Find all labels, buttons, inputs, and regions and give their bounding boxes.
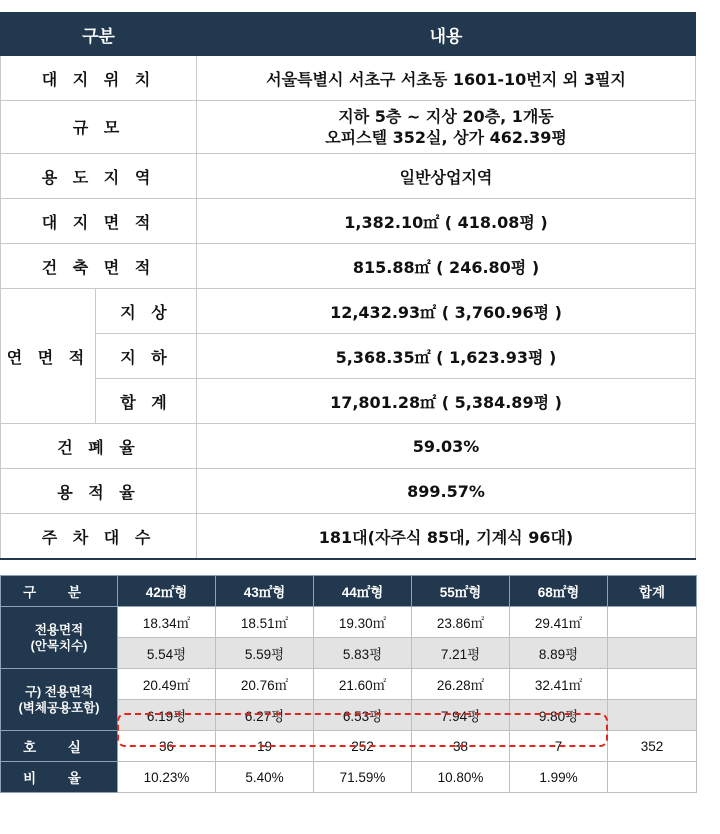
highlight-box: [117, 713, 608, 747]
ratio-cell: 1.99%: [510, 762, 608, 793]
old-exclusive-sqm-cell: 20.49㎡: [118, 669, 216, 700]
unit-header-total: 합계: [608, 576, 697, 607]
floor-area-above-label: 지 상: [96, 289, 197, 334]
ratio-label: 비 율: [1, 762, 118, 793]
old-exclusive-sqm-cell: 21.60㎡: [314, 669, 412, 700]
exclusive-pyeong-cell: 5.54평: [118, 638, 216, 669]
unit-type-table: [0, 575, 697, 793]
exclusive-area-label-line1: 전용면적: [34, 622, 84, 637]
building-area-label: 건 축 면 적: [1, 244, 197, 289]
unit-header-row: [1, 576, 697, 607]
row-building-area: [1, 244, 696, 289]
site-location-value: 서울특별시 서초구 서초동 1601-10번지 외 3필지: [197, 56, 696, 101]
exclusive-pyeong-cell: 5.83평: [314, 638, 412, 669]
row-site-location: [1, 56, 696, 101]
site-area-label: 대 지 면 적: [1, 199, 197, 244]
building-area-value: 815.88㎡ ( 246.80평 ): [197, 244, 696, 289]
exclusive-sqm-cell: 23.86㎡: [412, 607, 510, 638]
row-parking: [1, 514, 696, 560]
rooms-cell: 7: [510, 731, 608, 762]
empty-cell: [608, 700, 697, 731]
header-content: 내용: [197, 13, 696, 56]
unit-header-category: 구 분: [1, 576, 118, 607]
zoning-label: 용 도 지 역: [1, 154, 197, 199]
coverage-ratio-label: 건 폐 율: [1, 424, 197, 469]
floor-area-ratio-value: 899.57%: [197, 469, 696, 514]
exclusive-pyeong-cell: 5.59평: [216, 638, 314, 669]
parking-label: 주 차 대 수: [1, 514, 197, 560]
site-area-value: 1,382.10㎡ ( 418.08평 ): [197, 199, 696, 244]
rooms-cell: 36: [118, 731, 216, 762]
project-overview-table: [0, 12, 696, 560]
exclusive-sqm-cell: 18.34㎡: [118, 607, 216, 638]
empty-cell: [608, 762, 697, 793]
old-exclusive-pyeong-cell: 7.94평: [412, 700, 510, 731]
exclusive-sqm-cell: 18.51㎡: [216, 607, 314, 638]
scale-value: [197, 101, 696, 154]
zoning-value: 일반상업지역: [197, 154, 696, 199]
exclusive-pyeong-cell: 7.21평: [412, 638, 510, 669]
floor-area-label: 연 면 적: [1, 289, 96, 424]
row-site-area: [1, 199, 696, 244]
row-floor-area-above: [1, 289, 696, 334]
ratio-cell: 71.59%: [314, 762, 412, 793]
scale-label: 규 모: [1, 101, 197, 154]
site-location-label: 대 지 위 치: [1, 56, 197, 101]
exclusive-area-label-line2: (안목치수): [30, 638, 88, 653]
old-exclusive-pyeong-cell: 6.53평: [314, 700, 412, 731]
row-floor-area-below: [1, 334, 696, 379]
row-zoning: [1, 154, 696, 199]
old-exclusive-area-label: [1, 669, 118, 731]
ratio-cell: 5.40%: [216, 762, 314, 793]
overview-header-row: [1, 13, 696, 56]
empty-cell: [608, 669, 697, 700]
rooms-label: 호 실: [1, 731, 118, 762]
empty-cell: [608, 607, 697, 638]
unit-header-type: 55㎡형: [412, 576, 510, 607]
unit-header-type: 42㎡형: [118, 576, 216, 607]
old-exclusive-sqm-cell: 20.76㎡: [216, 669, 314, 700]
old-exclusive-pyeong-cell: 9.80평: [510, 700, 608, 731]
row-scale: [1, 101, 696, 154]
ratio-cell: 10.80%: [412, 762, 510, 793]
scale-value-line1: 지하 5층 ~ 지상 20층, 1개동: [338, 107, 554, 126]
exclusive-sqm-cell: 29.41㎡: [510, 607, 608, 638]
coverage-ratio-value: 59.03%: [197, 424, 696, 469]
ratio-row: [1, 762, 697, 793]
rooms-cell: 38: [412, 731, 510, 762]
exclusive-pyeong-cell: 8.89평: [510, 638, 608, 669]
exclusive-area-label: [1, 607, 118, 669]
scale-value-line2: 오피스텔 352실, 상가 462.39평: [325, 128, 567, 147]
old-exclusive-sqm-cell: 26.28㎡: [412, 669, 510, 700]
exclusive-sqm-row: [1, 607, 697, 638]
unit-header-type: 44㎡형: [314, 576, 412, 607]
header-category: 구분: [1, 13, 197, 56]
floor-area-above-value: 12,432.93㎡ ( 3,760.96평 ): [197, 289, 696, 334]
row-floor-area-ratio: [1, 469, 696, 514]
rooms-cell: 19: [216, 731, 314, 762]
row-floor-area-total: [1, 379, 696, 424]
old-exclusive-pyeong-cell: 6.27평: [216, 700, 314, 731]
ratio-cell: 10.23%: [118, 762, 216, 793]
rooms-total: 352: [608, 731, 697, 762]
rooms-cell: 252: [314, 731, 412, 762]
exclusive-sqm-cell: 19.30㎡: [314, 607, 412, 638]
old-exclusive-sqm-row: [1, 669, 697, 700]
floor-area-ratio-label: 용 적 율: [1, 469, 197, 514]
old-exclusive-sqm-cell: 32.41㎡: [510, 669, 608, 700]
parking-value: 181대(자주식 85대, 기계식 96대): [197, 514, 696, 560]
unit-header-type: 43㎡형: [216, 576, 314, 607]
row-coverage-ratio: [1, 424, 696, 469]
floor-area-below-value: 5,368.35㎡ ( 1,623.93평 ): [197, 334, 696, 379]
empty-cell: [608, 638, 697, 669]
old-exclusive-area-label-line1: 구) 전용면적: [24, 684, 93, 699]
floor-area-below-label: 지 하: [96, 334, 197, 379]
old-exclusive-area-label-line2: (벽체공용포함): [18, 700, 100, 715]
unit-header-type: 68㎡형: [510, 576, 608, 607]
floor-area-total-label: 합 계: [96, 379, 197, 424]
floor-area-total-value: 17,801.28㎡ ( 5,384.89평 ): [197, 379, 696, 424]
old-exclusive-pyeong-cell: 6.19평: [118, 700, 216, 731]
